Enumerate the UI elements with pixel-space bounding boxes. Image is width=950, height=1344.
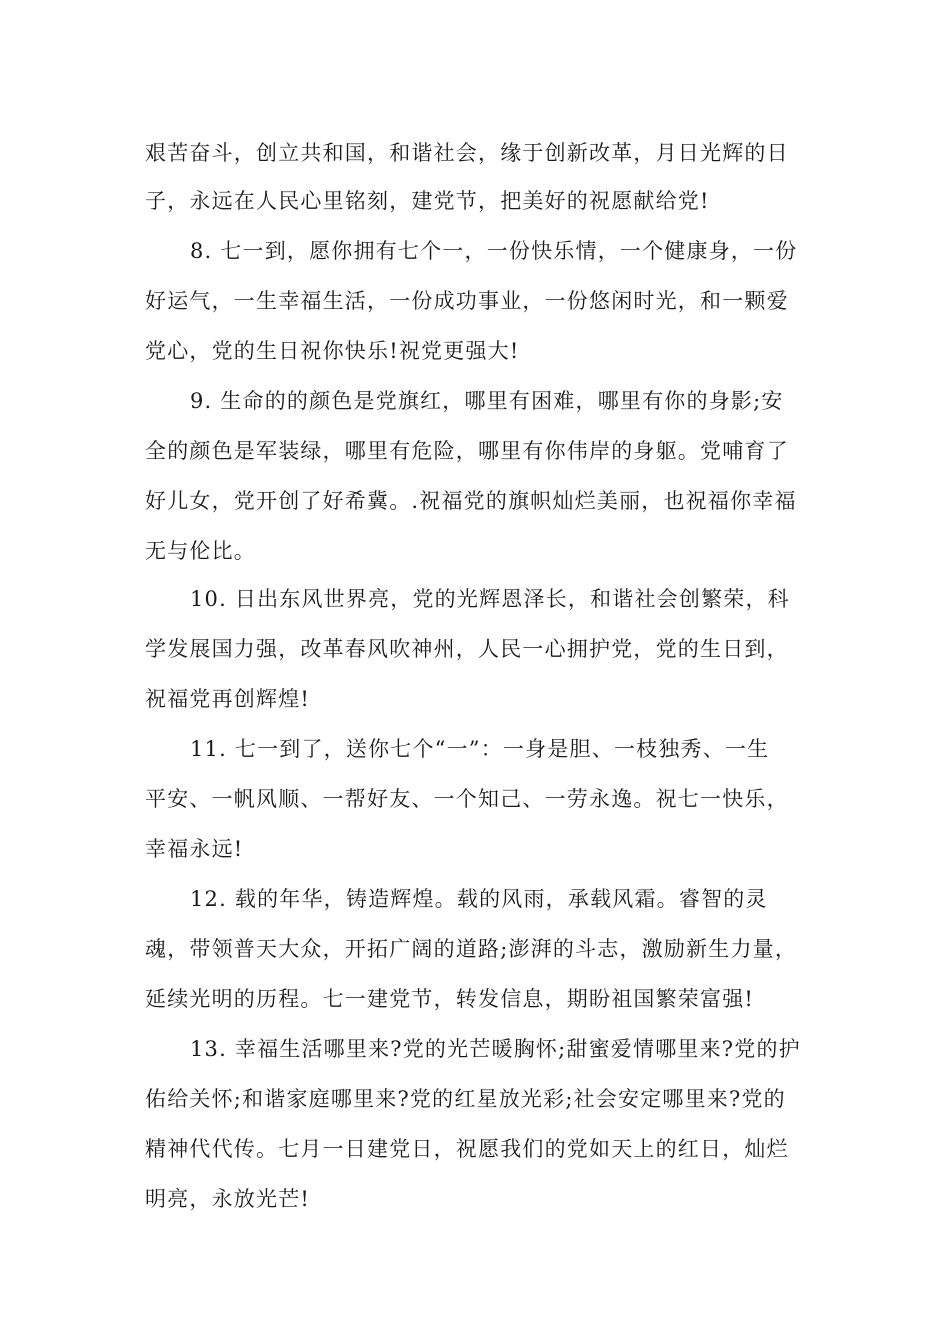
text-line: 延续光明的历程。七一建党节，转发信息，期盼祖国繁荣富强! bbox=[145, 987, 755, 1011]
text-line: 精神代代传。七月一日建党日，祝愿我们的党如天上的红日，灿烂 bbox=[145, 1137, 789, 1161]
text-line: 平安、一帆风顺、一帮好友、一个知己、一劳永逸。祝七一快乐， bbox=[145, 787, 789, 811]
text-line: 全的颜色是军装绿，哪里有危险，哪里有你伟岸的身躯。党哺育了 bbox=[145, 439, 789, 463]
text-line: 祝福党再创辉煌! bbox=[145, 687, 311, 711]
text-line: 党心，党的生日祝你快乐!祝党更强大! bbox=[145, 339, 520, 363]
text-line: 佑给关怀;和谐家庭哪里来?党的红星放光彩;社会安定哪里来?党的 bbox=[145, 1087, 786, 1111]
text-line: 10. 日出东风世界亮，党的光辉恩泽长，和谐社会创繁荣，科 bbox=[190, 587, 790, 611]
text-line: 8. 七一到，愿你拥有七个一，一份快乐情，一个健康身，一份 bbox=[190, 239, 798, 263]
text-line: 艰苦奋斗，创立共和国，和谐社会，缘于创新改革，月日光辉的日 bbox=[145, 141, 789, 165]
text-line: 子，永远在人民心里铭刻，建党节，把美好的祝愿献给党! bbox=[145, 189, 710, 213]
text-line: 学发展国力强，改革春风吹神州，人民一心拥护党，党的生日到， bbox=[145, 637, 789, 661]
text-line: 9. 生命的的颜色是党旗红，哪里有困难，哪里有你的身影;安 bbox=[190, 389, 784, 413]
text-line: 无与伦比。 bbox=[145, 539, 256, 563]
text-line: 魂，带领普天大众，开拓广阔的道路;澎湃的斗志，激励新生力量， bbox=[145, 937, 798, 961]
text-line: 11. 七一到了，送你七个“一”：一身是胆、一枝独秀、一生 bbox=[190, 737, 770, 761]
text-line: 幸福永远! bbox=[145, 837, 244, 861]
text-line: 13. 幸福生活哪里来?党的光芒暖胸怀;甜蜜爱情哪里来?党的护 bbox=[190, 1037, 801, 1061]
text-line: 12. 载的年华，铸造辉煌。载的风雨，承载风霜。睿智的灵 bbox=[190, 887, 768, 911]
text-line: 明亮，永放光芒! bbox=[145, 1187, 311, 1211]
text-line: 好儿女，党开创了好希冀。.祝福党的旗帜灿烂美丽，也祝福你幸福 bbox=[145, 489, 797, 513]
text-line: 好运气，一生幸福生活，一份成功事业，一份悠闲时光，和一颗爱 bbox=[145, 289, 789, 313]
